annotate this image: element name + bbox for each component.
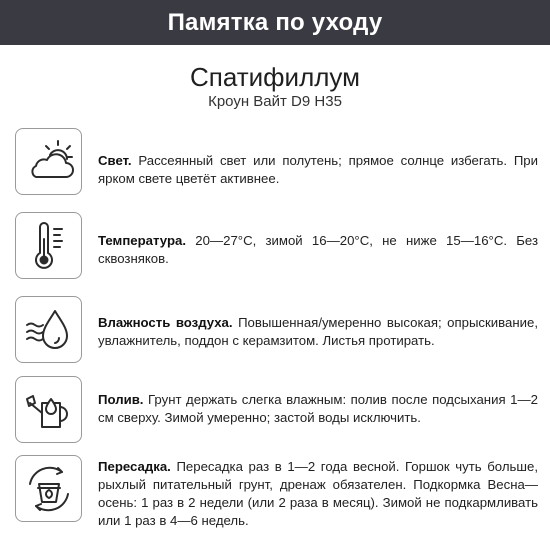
watering-text: [98, 391, 538, 427]
temperature-description: 20—27°C, зимой 16—20°C, не ниже 15—16°C. Без сквозняков.: [98, 233, 538, 266]
light-description: Рассеянный свет или полутень; прямое солнце избегать. При ярком свете цветёт активнее.: [98, 153, 538, 186]
plant-name: Спатифиллум: [189, 62, 360, 92]
repot-description: Пересадка раз в 1—2 года весной. Горшок чуть больше, рыхлый питательный грунт, дренаж обязателен. Подкормка Весна—осень: 1 раз в 2 недели (или 2 раза в месяц). Зимой не подкармливать или 1 раз в 4—6 недель.: [98, 459, 538, 528]
light-card: [15, 128, 82, 195]
repot-text: [98, 458, 538, 530]
plant-variety: Кроун Вайт D9 H35: [208, 93, 342, 110]
watering-can-icon: [22, 383, 76, 437]
humidity-title: Влажность воздуха.: [98, 315, 233, 330]
watering-card: [15, 376, 82, 443]
humidity-description: Повышенная/умеренно высокая; опрыскивание, увлажнитель, поддон с керамзитом. Листья протирать.: [98, 315, 538, 348]
sun-cloud-icon: [22, 135, 76, 189]
humidity-text: [98, 314, 538, 350]
repot-icon: [22, 462, 76, 516]
watering-title: Полив.: [98, 392, 144, 407]
temperature-text: [98, 232, 538, 268]
watering-description: Грунт держать слегка влажным: полив после подсыхания 1—2 см сверху. Зимой умеренно; застой воды исключить.: [98, 392, 538, 425]
light-title: Свет.: [98, 153, 132, 168]
humidity-card: [15, 296, 82, 363]
thermometer-icon: [22, 219, 76, 273]
light-text: [98, 152, 538, 188]
temperature-title: Температура.: [98, 233, 187, 248]
water-drop-icon: [22, 303, 76, 357]
header-banner: Памятка по уходу: [0, 0, 550, 45]
temperature-card: [15, 212, 82, 279]
repot-title: Пересадка.: [98, 459, 171, 474]
repot-card: [15, 455, 82, 522]
